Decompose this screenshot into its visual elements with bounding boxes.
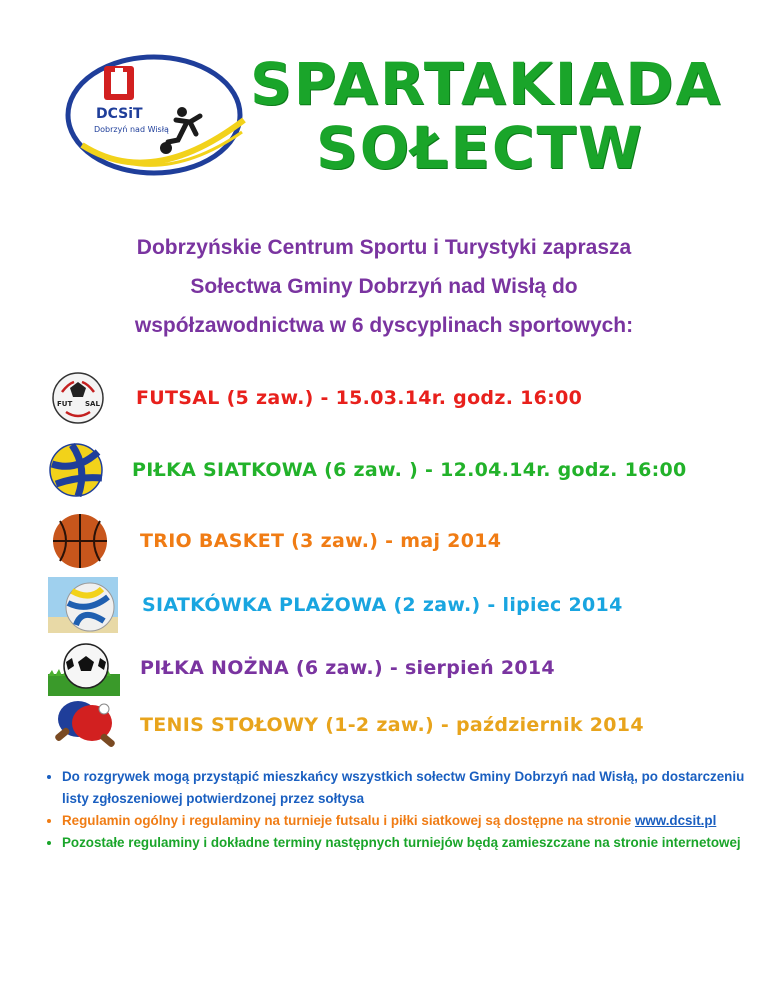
page-title [250,50,723,182]
info-notes [40,766,752,854]
ping-pong-paddles-icon [48,697,122,753]
event-label: SIATKÓWKA PLAŻOWA (2 zaw.) - lipiec 2014 [142,594,623,616]
soccer-ball-icon [48,640,122,696]
intro-line-2: Sołectwa Gminy Dobrzyń nad Wisłą do [190,275,578,298]
futsal-ball-icon [48,370,122,426]
event-label: TRIO BASKET (3 zaw.) - maj 2014 [140,530,502,552]
title-line-2: SOŁECTW [315,114,645,182]
event-label: PIŁKA NOŻNA (6 zaw.) - sierpień 2014 [140,657,555,679]
intro-text [50,228,718,345]
basketball-icon [48,513,122,569]
dcsit-website-link[interactable]: www.dcsit.pl [634,813,717,828]
event-volleyball [48,442,728,498]
note-text: Do rozgrywek mogą przystąpić mieszkańcy wszystkich sołectw Gminy Dobrzyń nad Wisłą, po dostarczeniu listy zgłoszeniowej potwierdzonej przez sołtysa [62,769,745,806]
beach-volleyball-icon [48,577,122,633]
note-text: Pozostałe regulaminy i dokładne terminy następnych turniejów będą zamieszczane na stronie internetowej [62,835,741,850]
ball-text-left: FUT [57,400,73,408]
event-table-tennis [48,697,728,753]
intro-line-3: współzawodnictwa w 6 dyscyplinach sportowych: [134,314,634,337]
dcsit-logo [62,50,248,180]
ball-text-right: SAL [85,400,100,408]
event-label: FUTSAL (5 zaw.) - 15.03.14r. godz. 16:00 [136,387,583,409]
event-soccer [48,640,728,696]
note-future-tournaments [62,832,752,854]
event-beach-volleyball [48,577,728,633]
note-regulations [62,810,752,832]
event-futsal [48,370,728,426]
event-label: TENIS STOŁOWY (1-2 zaw.) - październik 2014 [140,714,644,736]
logo-graphic [62,50,248,180]
note-eligibility [62,766,752,810]
intro-line-1: Dobrzyńskie Centrum Sportu i Turystyki zaprasza [136,236,632,259]
title-line-1: SPARTAKIADA [250,50,723,118]
volleyball-icon [48,442,122,498]
logo-title: DCSiT [96,106,143,122]
logo-subtitle: Dobrzyń nad Wisłą [94,125,169,134]
event-label: PIŁKA SIATKOWA (6 zaw. ) - 12.04.14r. godz. 16:00 [132,459,687,481]
event-trio-basket [48,513,728,569]
note-text: Regulamin ogólny i regulaminy na turnieje futsalu i piłki siatkowej są dostępne na stronie [62,813,635,828]
